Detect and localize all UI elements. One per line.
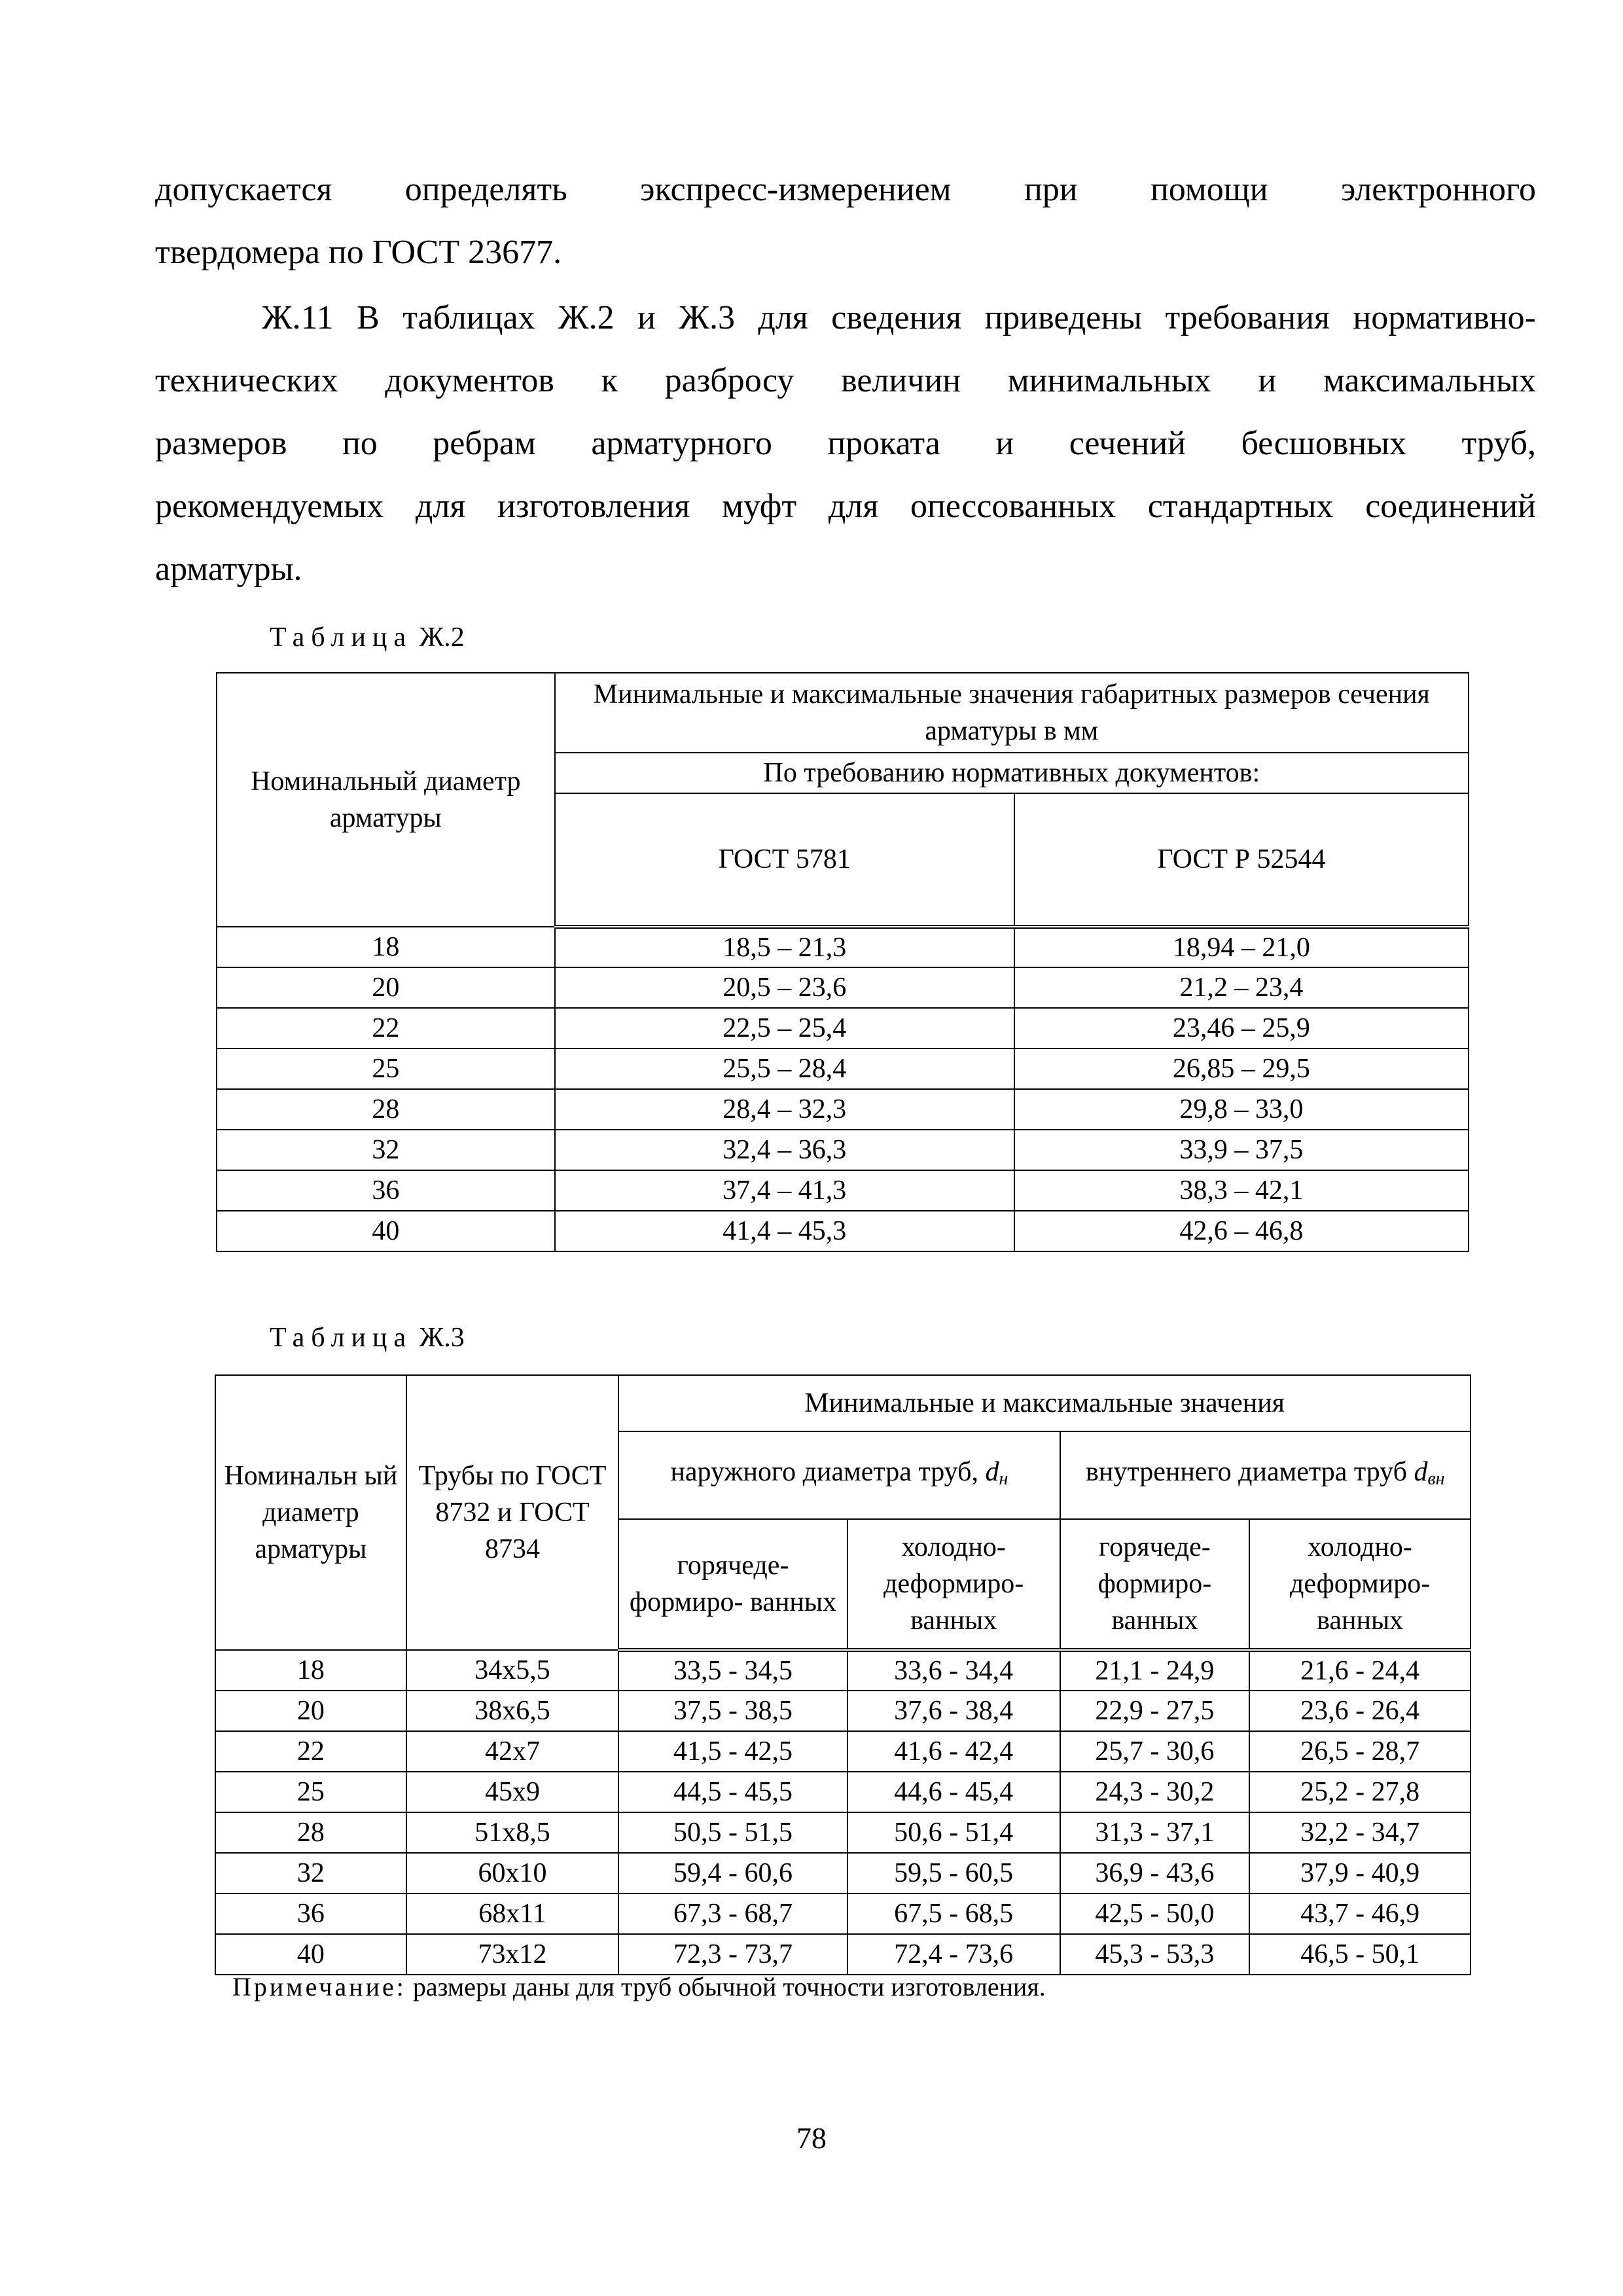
table-row: [217, 1170, 1469, 1211]
table3-cell: 23,6 - 26,4: [1249, 1691, 1471, 1731]
table3-cell: 45x9: [406, 1772, 618, 1812]
table3-header-outer: [618, 1431, 1060, 1519]
table3-cell: 44,5 - 45,5: [618, 1772, 847, 1812]
table3-cell: 50,5 - 51,5: [618, 1812, 847, 1853]
table3-cell: 50,6 - 51,4: [847, 1812, 1060, 1853]
table3-cell: 37,6 - 38,4: [847, 1691, 1060, 1731]
table3-header-outer-cold: холодно- деформиро- ванных: [847, 1519, 1060, 1650]
table2-header-group: Минимальные и максимальные значения габаритных размеров сечения арматуры в мм: [555, 673, 1469, 753]
table2-header-gost5781: ГОСТ 5781: [555, 793, 1014, 927]
table3-cell: 37,9 - 40,9: [1249, 1853, 1471, 1893]
table2-cell: 20: [217, 967, 555, 1008]
table-row: [217, 1130, 1469, 1170]
table3-caption-number: Ж.3: [419, 1323, 465, 1353]
table3-cell: 21,1 - 24,9: [1060, 1650, 1250, 1691]
table2-cell: 18,5 – 21,3: [555, 927, 1014, 967]
table-row: [215, 1772, 1471, 1812]
table3-cell: 46,5 - 50,1: [1249, 1934, 1471, 1975]
table2-cell: 20,5 – 23,6: [555, 967, 1014, 1008]
table2-cell: 40: [217, 1211, 555, 1251]
table3-cell: 25: [215, 1772, 406, 1812]
table3-cell: 37,5 - 38,5: [618, 1691, 847, 1731]
table3-cell: 32,2 - 34,7: [1249, 1812, 1471, 1853]
table3-cell: 45,3 - 53,3: [1060, 1934, 1250, 1975]
table2-caption: [270, 622, 465, 653]
table3-cell: 42x7: [406, 1731, 618, 1772]
table-row: [217, 967, 1469, 1008]
table3-cell: 41,5 - 42,5: [618, 1731, 847, 1772]
table3-header-diameter: Номинальн ый диаметр арматуры: [215, 1375, 406, 1650]
table3-cell: 22: [215, 1731, 406, 1772]
table-zh2: [216, 672, 1469, 1252]
table-row: [215, 1934, 1471, 1975]
table3-cell: 41,6 - 42,4: [847, 1731, 1060, 1772]
table2-cell: 37,4 – 41,3: [555, 1170, 1014, 1211]
table2-cell: 21,2 – 23,4: [1014, 967, 1469, 1008]
table2-cell: 32: [217, 1130, 555, 1170]
table3-cell: 21,6 - 24,4: [1249, 1650, 1471, 1691]
table2-header-diameter: Номинальный диаметр арматуры: [217, 673, 555, 927]
table3-header-inner: [1060, 1431, 1471, 1519]
table2-cell: 22: [217, 1008, 555, 1049]
table3-header-outer-text: наружного диаметра труб,: [670, 1456, 978, 1487]
table2-cell: 33,9 – 37,5: [1014, 1130, 1469, 1170]
table-row: [217, 1211, 1469, 1251]
table-row: [215, 1812, 1471, 1853]
table2-caption-word: Таблица: [270, 622, 413, 653]
table2-cell: 41,4 – 45,3: [555, 1211, 1014, 1251]
table3-cell: 34x5,5: [406, 1650, 618, 1691]
table3-cell: 25,7 - 30,6: [1060, 1731, 1250, 1772]
table-row: [215, 1650, 1471, 1691]
table3-header-inner-symbol: d: [1414, 1456, 1428, 1487]
table3-cell: 33,6 - 34,4: [847, 1650, 1060, 1691]
table3-header-inner-sub: вн: [1427, 1468, 1445, 1489]
table3-cell: 68x11: [406, 1893, 618, 1934]
table2-cell: 18,94 – 21,0: [1014, 927, 1469, 967]
table3-cell: 67,3 - 68,7: [618, 1893, 847, 1934]
table-zh3: [215, 1374, 1471, 1975]
table2-cell: 23,46 – 25,9: [1014, 1008, 1469, 1049]
table3-cell: 28: [215, 1812, 406, 1853]
table2-cell: 28: [217, 1089, 555, 1130]
body-line-5: размеров по ребрам арматурного проката и сечений бесшовных труб,: [155, 425, 1536, 462]
table2-cell: 25: [217, 1049, 555, 1089]
table3-cell: 60x10: [406, 1853, 618, 1893]
table3-cell: 26,5 - 28,7: [1249, 1731, 1471, 1772]
table3-cell: 42,5 - 50,0: [1060, 1893, 1250, 1934]
table2-cell: 42,6 – 46,8: [1014, 1211, 1469, 1251]
note-text: размеры даны для труб обычной точности изготовления.: [412, 1972, 1046, 2001]
table3-cell: 43,7 - 46,9: [1249, 1893, 1471, 1934]
table3-cell: 51x8,5: [406, 1812, 618, 1853]
note-label: Примечание:: [232, 1972, 406, 2001]
table3-cell: 18: [215, 1650, 406, 1691]
table3-header-group: Минимальные и максимальные значения: [618, 1375, 1471, 1431]
table3-header-inner-text: внутреннего диаметра труб: [1086, 1456, 1407, 1487]
table2-cell: 36: [217, 1170, 555, 1211]
body-line-4: технических документов к разбросу величин минимальных и максимальных: [155, 362, 1536, 399]
table2-cell: 22,5 – 25,4: [555, 1008, 1014, 1049]
table2-cell: 29,8 – 33,0: [1014, 1089, 1469, 1130]
table2-header-gostr52544: ГОСТ Р 52544: [1014, 793, 1469, 927]
body-line-7: арматуры.: [155, 550, 302, 588]
body-line-6: рекомендуемых для изготовления муфт для опессованных стандартных соединений: [155, 488, 1536, 525]
table3-cell: 31,3 - 37,1: [1060, 1812, 1250, 1853]
table3-cell: 59,5 - 60,5: [847, 1853, 1060, 1893]
table-row: [217, 1049, 1469, 1089]
table2-body: [217, 927, 1469, 1251]
table3-note: [232, 1971, 1046, 2002]
table3-cell: 73x12: [406, 1934, 618, 1975]
table3-cell: 67,5 - 68,5: [847, 1893, 1060, 1934]
table3-cell: 33,5 - 34,5: [618, 1650, 847, 1691]
table2-header-subgroup: По требованию нормативных документов:: [555, 753, 1469, 793]
table2-cell: 32,4 – 36,3: [555, 1130, 1014, 1170]
table-row: [217, 1089, 1469, 1130]
table-row: [215, 1691, 1471, 1731]
table3-header-inner-cold: холодно- деформиро- ванных: [1249, 1519, 1471, 1650]
table3-header-inner-hot: горячеде- формиро- ванных: [1060, 1519, 1250, 1650]
table-row: [215, 1893, 1471, 1934]
table3-cell: 32: [215, 1853, 406, 1893]
table3-body: [215, 1650, 1471, 1975]
table3-header-pipes: Трубы по ГОСТ 8732 и ГОСТ 8734: [406, 1375, 618, 1650]
table3-cell: 36: [215, 1893, 406, 1934]
table3-cell: 25,2 - 27,8: [1249, 1772, 1471, 1812]
table-row: [215, 1853, 1471, 1893]
table2-cell: 25,5 – 28,4: [555, 1049, 1014, 1089]
table2-cell: 38,3 – 42,1: [1014, 1170, 1469, 1211]
table3-header-outer-symbol: d: [985, 1456, 999, 1487]
body-line-3: Ж.11 В таблицах Ж.2 и Ж.3 для сведения приведены требования нормативно-: [262, 299, 1536, 336]
table2-caption-number: Ж.2: [419, 622, 465, 653]
table3-header-outer-sub: н: [999, 1468, 1008, 1489]
body-line-2: твердомера по ГОСТ 23677.: [155, 234, 562, 271]
table3-cell: 22,9 - 27,5: [1060, 1691, 1250, 1731]
table3-cell: 20: [215, 1691, 406, 1731]
body-line-1: допускается определять экспресс-измерением при помощи электронного: [155, 171, 1536, 208]
table3-cell: 40: [215, 1934, 406, 1975]
table-row: [217, 1008, 1469, 1049]
table2-cell: 28,4 – 32,3: [555, 1089, 1014, 1130]
table3-caption: [270, 1322, 465, 1354]
page-number: 78: [796, 2121, 827, 2155]
table2-cell: 18: [217, 927, 555, 967]
table-row: [217, 927, 1469, 967]
table3-cell: 72,3 - 73,7: [618, 1934, 847, 1975]
table3-cell: 38x6,5: [406, 1691, 618, 1731]
table3-cell: 36,9 - 43,6: [1060, 1853, 1250, 1893]
table3-cell: 44,6 - 45,4: [847, 1772, 1060, 1812]
table3-header-outer-hot: горячеде- формиро- ванных: [618, 1519, 847, 1650]
table3-cell: 59,4 - 60,6: [618, 1853, 847, 1893]
table2-cell: 26,85 – 29,5: [1014, 1049, 1469, 1089]
table3-caption-word: Таблица: [270, 1323, 413, 1353]
table3-cell: 72,4 - 73,6: [847, 1934, 1060, 1975]
table-row: [215, 1731, 1471, 1772]
table3-cell: 24,3 - 30,2: [1060, 1772, 1250, 1812]
